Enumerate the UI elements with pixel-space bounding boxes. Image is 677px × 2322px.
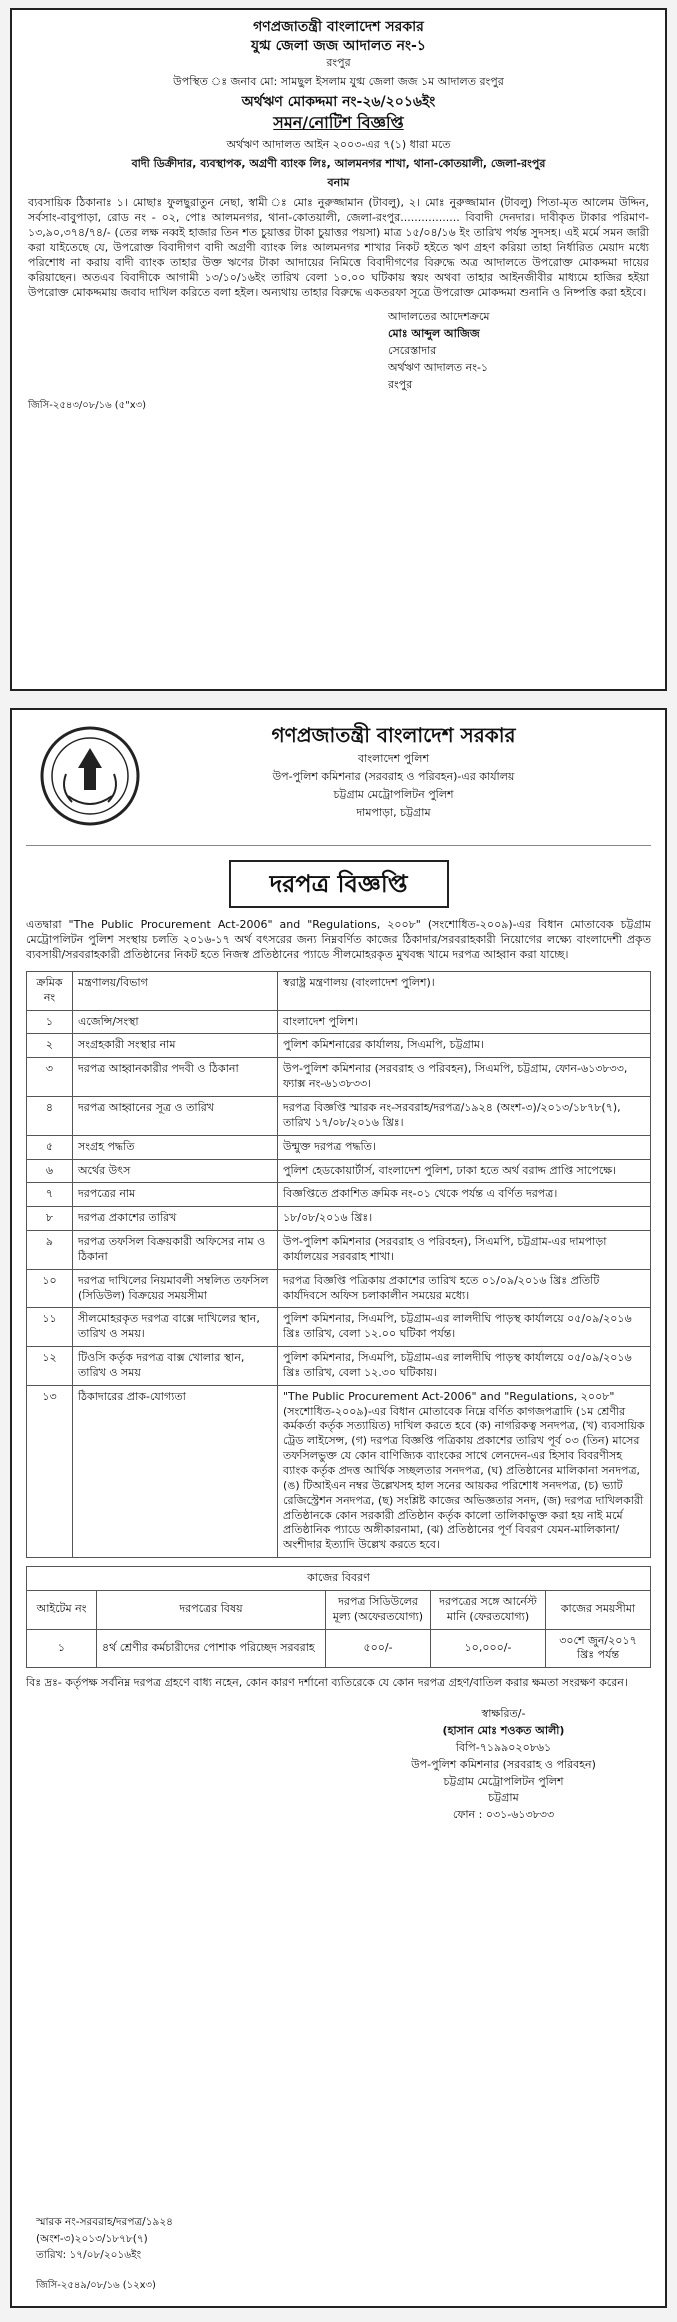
table-header-row [27, 971, 651, 1010]
row-label: দরপত্র প্রকাশের তারিখ [73, 1207, 278, 1231]
work-header-price: দরপত্র সিডিউলের মূল্য (অফেরতযোগ্য) [326, 1590, 431, 1629]
work-earnest: ১০,০০০/- [431, 1629, 546, 1668]
work-header-deadline: কাজের সময়সীমা [546, 1590, 651, 1629]
ministry-value: স্বরাষ্ট্র মন্ত্রণালয় (বাংলাদেশ পুলিশ)। [278, 971, 651, 1010]
work-caption: কাজের বিবরণ [27, 1567, 651, 1591]
row-sl: ২ [27, 1034, 73, 1058]
row-label: দরপত্রের নাম [73, 1183, 278, 1207]
work-description-table [26, 1566, 651, 1668]
memo-part: (অংশ-৩)২০১৩/১৮৭৮(৭) [36, 2232, 148, 2245]
tender-note: বিঃ দ্রঃ- কর্তৃপক্ষ সর্বনিম্ন দরপত্র গ্রহণে বাধ্য নহেন, কোন কারণ দর্শানো ব্যতিরেকে যে কোন দরপত্র গ্রহণ/বাতিল করার ক্ষমতা সংরক্ষণ করেন। [26, 1676, 628, 1690]
row-label: ঠিকাদারের প্রাক-যোগ্যতা [73, 1385, 278, 1557]
memo-reference [36, 2213, 173, 2262]
table-row [27, 1231, 651, 1270]
row-sl: ৮ [27, 1207, 73, 1231]
row-label: টিওসি কর্তৃক দরপত্র বাক্স খোলার স্থান, তারিখ ও সময় [73, 1347, 278, 1386]
summons-title: সমন/নোটিশ বিজ্ঞপ্তি [273, 113, 404, 133]
tender-header [26, 718, 651, 846]
tender-title: দরপত্র বিজ্ঞপ্তি [229, 860, 449, 908]
court-signature-block [388, 310, 649, 392]
signer-name: মোঃ আব্দুল আজিজ [388, 327, 480, 341]
court-name: যুগ্ম জেলা জজ আদালত নং-১ [251, 37, 426, 54]
tender-intro: এতদ্বারা "The Public Procurement Act-2006" and "Regulations, ২০০৮" (সংশোধিত-২০০৯)-এর বিধান মোতাবেক চট্টগ্রাম মেট্রোপলিটন পুলিশ সংস্থায় চলতি ২০১৬-১৭ অর্থ বৎসরের জন্য নিম্নবর্ণিত কাজের ঠিকাদার/সরবরাহকারী নিয়োগের লক্ষ্যে বাংলাদেশী প্রকৃত ব্যবসায়ী/সরবরাহকারী প্রতিষ্ঠানের নিকট হতে নিজস্ব প্রতিষ্ঠানের প্যাডে সীলমোহরকৃত মুখবন্ধ খামে দরপত্র আহ্বান করা যাচ্ছে। [26, 918, 651, 962]
signer-phone: ফোন : ০৩১-৬১৩৮৩৩ [452, 1808, 555, 1822]
row-sl: ১১ [27, 1308, 73, 1347]
table-row [27, 1183, 651, 1207]
work-header-item: আইটেম নং [27, 1590, 97, 1629]
row-sl: ১৩ [27, 1385, 73, 1557]
tender-details-table [26, 971, 651, 1558]
row-value: উপ-পুলিশ কমিশনার (সরবরাহ ও পরিবহন), সিএমপি, চট্টগ্রাম-এর দামপাড়া কার্যালয়ের সরবরাহ শাখা। [278, 1231, 651, 1270]
ad-code: জিসি-২৫৪৯/০৮/১৬ (১২x৩) [36, 2279, 156, 2291]
row-sl: ৩ [27, 1058, 73, 1097]
order-line: আদালতের আদেশক্রমে [388, 310, 490, 324]
work-caption-row [27, 1567, 651, 1591]
signer-bp: বিপি-৭১৯৯০২০৮৬১ [455, 1740, 552, 1754]
row-value: পুলিশ কমিশনার, সিএমপি, চট্টগ্রাম-এর লালদীঘি পাড়স্থ কার্যালয়ে ০৫/০৯/২০১৬ খ্রিঃ তারিখ, বেলা ১২.০০ ঘটিকা পর্যন্ত। [278, 1308, 651, 1347]
row-sl: ১ [27, 1010, 73, 1034]
signed-label: স্বাক্ষরিত/- [481, 1707, 526, 1721]
table-row [27, 1010, 651, 1034]
ministry-header: মন্ত্রণালয়/বিভাগ [73, 971, 278, 1010]
row-label: দরপত্র দাখিলের নিয়মাবলী সম্বলিত তফসিল (সিডিউল) বিক্রয়ের সময়সীমা [73, 1269, 278, 1308]
table-row [27, 1135, 651, 1159]
plaintiff: বাদী ডিক্রীদার, ব্যবস্থাপক, অগ্রণী ব্যাংক লিঃ, আলমনগর শাখা, থানা-কোতয়ালী, জেলা-রংপুর [131, 156, 546, 170]
signer-name: (হাসান মোঃ শওকত আলী) [442, 1723, 565, 1737]
row-sl: ১২ [27, 1347, 73, 1386]
table-row [27, 1058, 651, 1097]
memo-number: স্মারক নং-সরবরাহ/দরপত্র/১৯২৪ [36, 2216, 173, 2229]
court-city: রংপুর [326, 55, 351, 69]
row-label: সীলমোহরকৃত দরপত্র বাক্সে দাখিলের স্থান, তারিখ ও সময়। [73, 1308, 278, 1347]
table-row [27, 1207, 651, 1231]
police-name: বাংলাদেশ পুলিশ [358, 752, 429, 765]
police-seal-icon [38, 724, 142, 828]
row-label: সংগ্রহকারী সংস্থার নাম [73, 1034, 278, 1058]
court-notice [10, 8, 667, 691]
signer-designation: সেরেস্তাদার [388, 344, 437, 358]
ad-code: জিসি-২৫৪৩/০৮/১৬ (৫"x৩) [28, 399, 147, 411]
row-value: উপ-পুলিশ কমিশনার (সরবরাহ ও পরিবহন), সিএমপি, চট্টগ্রাম, ফোন-৬১৩৮৩৩, ফ্যাক্স নং-৬১৩৮৩৩। [278, 1058, 651, 1097]
row-value: দরপত্র বিজ্ঞপ্তি স্মারক নং-সরবরাহ/দরপত্র/১৯২৪ (অংশ-৩)/২০১৩/১৮৭৮(৭), তারিখ ১৭/০৮/২০১৬ খ্রিঃ। [278, 1096, 651, 1135]
work-header-row [27, 1590, 651, 1629]
office-address: দামপাড়া, চট্টগ্রাম [356, 805, 431, 819]
row-label: অর্থের উৎস [73, 1159, 278, 1183]
metro-name: চট্টগ্রাম মেট্রোপলিটন পুলিশ [333, 787, 454, 801]
row-label: দরপত্র আহ্বানকারীর পদবী ও ঠিকানা [73, 1058, 278, 1097]
notice-body: ব্যবসায়িক ঠিকানাঃ ১। মোছাঃ ফুলছুরাতুন নেছা, স্বামী ঃ মোঃ নুরুজ্জামান (টাবলু), ২। মোঃ নুরুজ্জামান (টাবলু) পিতা-মৃত আলেম উদ্দিন, সর্বসাং-বাবুপাড়া, রোড নং - ০২, পোঃ আলমনগর, থানা-কোতয়ালী, জেলা-রংপুর................. বিবাদী দেনদার। দাবীকৃত টাকার পরিমাণ- ১৩,৯০,৩৭৪/৭৪/- (তের লক্ষ নব্বই হাজার তিন শত চুয়াত্তর টাকা চুয়াত্তর পয়সা) মাত্র ১৫/০৪/১৬ ইং তারিখ পর্যন্ত সুদসহ। এই মর্মে সমন জারী করা যাইতেছে যে, উপরোক্ত বিবাদীগণ বাদী অগ্রণী ব্যাংক লিঃ আলমনগর শাখার নিকট হইতে ঋণ গ্রহণ করিয়া তাহা নির্ধারিত মেয়াদ মধ্যে পরিশোধ না করায় বাদী ব্যাংক তাহার উক্ত ঋণের টাকা আদায়ের নিমিত্তে বিবাদীগণের বিরুদ্ধে অত্র আদালতে উপরোক্ত মোকদ্দমা দায়ের করিয়াছেন। অতএব বিবাদীকে আগামী ১৩/১০/১৬ইং তারিখ বেলা ১০.০০ ঘটিকায় স্বয়ং অথবা তাহার আইনজীবীর মাধ্যমে হাজির হইয়া উপরোক্ত মোকদ্দমায় জবাব দাখিল করিতে বলা হইল। অন্যথায় তাহার বিরুদ্ধে একতরফা সূত্রে উপরোক্ত মোকদ্দমা শুনানি ও নিষ্পত্তি করা হইবে। [28, 196, 649, 299]
table-row [27, 1629, 651, 1668]
row-value: পুলিশ হেডকোয়ার্টার্স, বাংলাদেশ পুলিশ, ঢাকা হতে অর্থ বরাদ্দ প্রাপ্তি সাপেক্ষে। [278, 1159, 651, 1183]
row-label: দরপত্র তফসিল বিক্রয়কারী অফিসের নাম ও ঠিকানা [73, 1231, 278, 1270]
govt-heading: গণপ্রজাতন্ত্রী বাংলাদেশ সরকার [253, 19, 424, 35]
table-row [27, 1034, 651, 1058]
signer-designation: উপ-পুলিশ কমিশনার (সরবরাহ ও পরিবহন) [411, 1757, 596, 1771]
signer-city: রংপুর [388, 377, 413, 391]
work-deadline: ৩০শে জুন/২০১৭ খ্রিঃ পর্যন্ত [546, 1629, 651, 1668]
work-subject: ৪র্থ শ্রেণীর কর্মচারীদের পোশাক পরিচ্ছেদ সরবরাহ [97, 1629, 326, 1668]
presiding-judge: উপস্থিত ঃ জনাব মো: সামছুল ইসলাম যুগ্ম জেলা জজ ১ম আদালত রংপুর [173, 74, 504, 88]
row-value: উন্মুক্ত দরপত্র পদ্ধতি। [278, 1135, 651, 1159]
work-item-no: ১ [27, 1629, 97, 1668]
row-sl: ৬ [27, 1159, 73, 1183]
row-value: বিজ্ঞপ্তিতে প্রকাশিত ক্রমিক নং-০১ থেকে পর্যন্ত এ বর্ণিত দরপত্র। [278, 1183, 651, 1207]
row-value: বাংলাদেশ পুলিশ। [278, 1010, 651, 1034]
row-sl: ৫ [27, 1135, 73, 1159]
table-row [27, 1269, 651, 1308]
memo-date: তারিখ: ১৭/০৮/২০১৬ইং [36, 2248, 142, 2261]
work-header-earnest: দরপত্রের সঙ্গে আর্নেস্ট মানি (ফেরতযোগ্য) [431, 1590, 546, 1629]
table-row [27, 1385, 651, 1557]
act-reference: অর্থঋণ আদালত আইন ২০০৩-এর ৭(১) ধারা মতে [226, 137, 451, 151]
header-lines [156, 722, 631, 820]
signer-city: চট্টগ্রাম [488, 1791, 519, 1805]
table-row [27, 1159, 651, 1183]
row-value: দরপত্র বিজ্ঞপ্তি পত্রিকায় প্রকাশের তারিখ হতে ০১/০৯/২০১৬ খ্রিঃ প্রতিটি কার্যদিবসে অফিস চলাকালীন সময়ের মধ্যে। [278, 1269, 651, 1308]
office-name: উপ-পুলিশ কমিশনার (সরবরাহ ও পরিবহন)-এর কার্যালয় [272, 769, 515, 783]
row-label: সংগ্রহ পদ্ধতি [73, 1135, 278, 1159]
tender-signature-block [356, 1707, 651, 1823]
sl-header: ক্রমিক নং [27, 971, 73, 1010]
row-value: পুলিশ কমিশনার, সিএমপি, চট্টগ্রাম-এর লালদীঘি পাড়স্থ কার্যালয়ে ০৫/০৯/২০১৬ খ্রিঃ তারিখ, বেলা ১২.৩০ ঘটিকায়। [278, 1347, 651, 1386]
work-price: ৫০০/- [326, 1629, 431, 1668]
row-sl: ৭ [27, 1183, 73, 1207]
table-row [27, 1347, 651, 1386]
row-label: দরপত্র আহ্বানের সূত্র ও তারিখ [73, 1096, 278, 1135]
row-sl: ৯ [27, 1231, 73, 1270]
work-header-subject: দরপত্রের বিষয় [97, 1590, 326, 1629]
row-sl: ৪ [27, 1096, 73, 1135]
case-number: অর্থঋণ মোকদ্দমা নং-২৬/২০১৬ইং [241, 94, 436, 111]
row-value: পুলিশ কমিশনারের কার্যালয়, সিএমপি, চট্টগ্রাম। [278, 1034, 651, 1058]
table-row [27, 1308, 651, 1347]
row-value: "The Public Procurement Act-2006" and "Regulations, ২০০৮" (সংশোধিত-২০০৯)-এর বিধান মোতাবেক নিম্নে বর্ণিত কাগজপত্রাদি (১ম শ্রেণীর কর্মকর্তা কর্তৃক সত্যায়িত) দাখিল করতে হবে (ক) নাগরিকত্ব সনদপত্র, (খ) ব্যবসায়িক ট্রেড লাইসেন্স, (গ) দরপত্র বিজ্ঞপ্তি পত্রিকায় প্রকাশের তারিখ পূর্ব ০৩ (তিন) মাসের তফসিলভুক্ত যে কোন বাণিজ্যিক ব্যাংকের সাথে লেনদেন-এর হিসাব বিবরণীসহ ব্যাংক কর্তৃক প্রদত্ত আর্থিক সচ্ছলতার সনদপত্র, (ঘ) প্রতিষ্ঠানের মালিকানা সনদপত্র, (ঙ) টিআইএন নম্বর উল্লেখসহ হাল সনের আয়কর পরিশোধ সনদপত্র, (চ) ভ্যাট রেজিস্ট্রেশন সনদপত্র, (ছ) সংশ্লিষ্ট কাজের অভিজ্ঞতার সনদ, (জ) দরপত্র দাখিলকারী প্রতিষ্ঠানকে কোন সরকারী প্রতিষ্ঠান কর্তৃক কালো তালিকাভুক্ত করা হয় নাই মর্মে প্রতিষ্ঠানিক প্যাডে অঙ্গীকারনামা, (ঝ) প্রতিষ্ঠানের পূর্ণ বিবরণ যেমন-মালিকানা/অংশীদার ইত্যাদি উল্লেখ করতে হবে। [278, 1385, 651, 1557]
tender-notice [10, 708, 667, 2308]
signer-metro: চট্টগ্রাম মেট্রোপলিটন পুলিশ [443, 1774, 564, 1788]
govt-heading: গণপ্রজাতন্ত্রী বাংলাদেশ সরকার [271, 723, 516, 747]
row-value: ১৮/০৮/২০১৬ খ্রিঃ। [278, 1207, 651, 1231]
row-label: এজেন্সি/সংস্থা [73, 1010, 278, 1034]
versus: বনাম [327, 175, 350, 189]
signer-court: অর্থঋণ আদালত নং-১ [388, 360, 489, 374]
row-sl: ১০ [27, 1269, 73, 1308]
table-row [27, 1096, 651, 1135]
